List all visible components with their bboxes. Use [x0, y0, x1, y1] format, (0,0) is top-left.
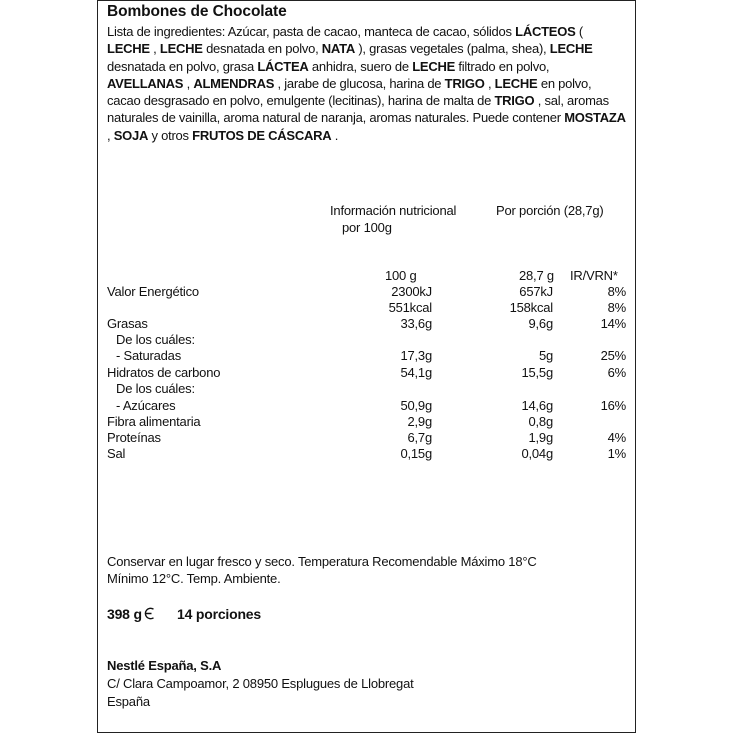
ingredient-text: ( [575, 24, 583, 39]
ingredient-text: Lista de ingredientes: Azúcar, pasta de cacao, manteca de cacao, sólidos [107, 24, 516, 39]
allergen: TRIGO [494, 93, 535, 109]
ingredients-list [107, 23, 627, 144]
ingredient-text: desnatada en polvo, grasa [107, 58, 258, 74]
allergen: LECHE [549, 41, 593, 57]
ingredient-text: anhidra, suero de [308, 58, 413, 74]
value-per-100g: 17,3g [400, 348, 432, 363]
manufacturer-country: España [107, 694, 150, 709]
value-ir-percent: 4% [607, 430, 626, 445]
ingredient-text: desnatada en polvo, [202, 41, 322, 57]
nutrient-label: De los cuáles: [116, 381, 195, 396]
value-per-portion: 14,6g [521, 398, 553, 413]
storage-line1: Conservar en lugar fresco y seco. Temperatura Recomendable Máximo 18°C [107, 554, 537, 569]
allergen: LÁCTEOS [515, 24, 576, 39]
value-per-portion: 0,8g [528, 414, 553, 429]
nutrient-label: - Azúcares [116, 398, 176, 413]
col-header-100g: 100 g [385, 268, 417, 283]
ingredient-text: , [183, 75, 194, 91]
value-ir-percent: 6% [607, 365, 626, 380]
ingredient-text: ), grasas vegetales (palma, shea), [354, 41, 550, 57]
nutrient-label: Fibra alimentaria [107, 414, 201, 429]
header-per-portion: Por porción (28,7g) [496, 203, 604, 218]
value-ir-percent: 1% [607, 446, 626, 461]
allergen: AVELLANAS [107, 75, 184, 91]
net-weight [107, 606, 155, 622]
col-header-ir: IR/VRN* [570, 268, 618, 283]
ingredient-text: , [484, 75, 495, 91]
nutrient-label: De los cuáles: [116, 332, 195, 347]
value-per-portion: 158kcal [509, 300, 553, 315]
allergen: FRUTOS DE CÁSCARA [192, 127, 332, 143]
col-header-portion: 28,7 g [519, 268, 554, 283]
manufacturer-name: Nestlé España, S.A [107, 658, 222, 673]
value-per-portion: 657kJ [519, 284, 553, 299]
storage-line2: Mínimo 12°C. Temp. Ambiente. [107, 571, 281, 586]
product-title: Bombones de Chocolate [107, 3, 287, 20]
value-per-100g: 6,7g [407, 430, 432, 445]
ingredient-text: . [331, 127, 339, 143]
ingredient-text: , [107, 127, 114, 143]
nutrient-label: - Saturadas [116, 348, 182, 363]
value-per-100g: 33,6g [400, 316, 432, 331]
allergen: SOJA [113, 127, 149, 143]
value-per-100g: 50,9g [400, 398, 432, 413]
value-per-portion: 5g [538, 348, 553, 363]
value-per-100g: 0,15g [400, 446, 432, 461]
allergen: LÁCTEA [257, 58, 309, 74]
ingredient-text: , jarabe de glucosa, harina de [274, 75, 445, 91]
allergen: LECHE [412, 58, 456, 74]
value-per-portion: 9,6g [528, 316, 553, 331]
value-ir-percent: 8% [607, 300, 626, 315]
nutrient-label: Hidratos de carbono [107, 365, 221, 380]
estimated-sign-icon [142, 607, 155, 620]
portion-count: 14 porciones [177, 606, 261, 622]
value-per-portion: 0,04g [521, 446, 553, 461]
nutrient-label: Proteínas [107, 430, 161, 445]
value-per-portion: 15,5g [521, 365, 553, 380]
ingredient-text: filtrado en polvo, [455, 58, 550, 74]
nutrient-label: Sal [107, 446, 126, 461]
ingredient-text: en polvo, cacao desgrasado en polvo, emulgente (lecitinas), harina de malta de [107, 75, 592, 109]
allergen: TRIGO [444, 75, 485, 91]
net-weight-value: 398 g [107, 606, 142, 622]
allergen: NATA [321, 41, 355, 57]
ingredient-text: , [149, 41, 160, 57]
value-per-100g: 54,1g [400, 365, 432, 380]
manufacturer-address: C/ Clara Campoamor, 2 08950 Esplugues de Llobregat [107, 676, 414, 691]
value-ir-percent: 8% [607, 284, 626, 299]
header-per100-line1: Información nutricional [330, 203, 457, 218]
value-per-100g: 2,9g [407, 414, 432, 429]
value-per-portion: 1,9g [528, 430, 553, 445]
header-per100-line2: por 100g [342, 220, 392, 235]
ingredient-text: y otros [148, 127, 193, 143]
value-ir-percent: 14% [600, 316, 626, 331]
nutrient-label: Grasas [107, 316, 148, 331]
allergen: LECHE [159, 41, 203, 57]
nutrient-label: Valor Energético [107, 284, 199, 299]
value-per-100g: 551kcal [388, 300, 432, 315]
allergen: ALMENDRAS [193, 75, 275, 91]
value-per-100g: 2300kJ [391, 284, 432, 299]
value-ir-percent: 16% [600, 398, 626, 413]
value-ir-percent: 25% [600, 348, 626, 363]
allergen: MOSTAZA [564, 110, 626, 126]
allergen: LECHE [107, 41, 150, 57]
ingredient-text: , sal, aromas naturales de vainilla, aroma natural de naranja, aromas naturales. Puede contener [107, 93, 609, 126]
allergen: LECHE [494, 75, 538, 91]
